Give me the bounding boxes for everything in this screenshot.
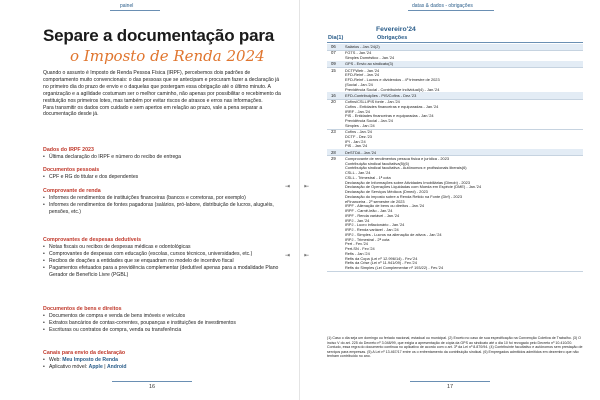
row-day: 06 [331,44,336,49]
row-obligation: DeSTDA - Jan.'24 [345,149,377,155]
section-list-personal-docs [43,174,281,181]
row-obligation: EFD-Reinf - Lucros e dividendos - 4º trimestre de 2023 [345,77,440,83]
list-item: • Escrituras ou contratos de compra, venda ou transferência [43,327,281,334]
row-obligation: Cofins - Jan.'24 [345,129,372,135]
row-obligation: IPI - Jan.'24 [345,138,366,144]
row-obligation: eFinanceira - 2º semestre de 2023 [345,198,405,204]
row-obligation: Refis do Simples (Lei Complementar nº 193/22) - Fev.'24 [345,265,444,271]
list-item: • Última declaração do IRPF e número do recibo de entrega [43,154,281,161]
row-obligation: Simples - Jan.'24 [345,122,375,128]
row-obligation: IRRF - Jan.'24 [345,108,370,114]
exit-door-icon[interactable]: ⇥ [284,184,291,190]
list-item: • Informes de rendimentos de instituições financeiras (bancos e corretoras, por exemplo) [43,195,281,202]
row-obligation: IRPF - Alienação de bens ou direitos - Jan.'24 [345,203,425,209]
app-label: Aplicativo móvel: [49,364,88,370]
exit-door-icon[interactable]: ⇥ [284,253,291,259]
intro-paragraph-2: Para transmitir os dados com cuidado e sem apertos em relação ao prazo, vale a pena separar a documentação desde já. [43,104,263,118]
row-obligation: Declaração de Serviços Médicos (Dmed) - 2023 [345,189,428,195]
right-header-rule [408,10,494,11]
row-obligation: Pert-SN - Fev.'24 [345,246,375,252]
intro-paragraph-1: Quando o assunto é Imposto de Renda Pessoa Física (IRPF), percebemos dois padrões de comportamento muito convencionais: o das pessoas que se antecipam e procuram fazer a declaração já no primeiro dia do prazo de envio e o daquelas que postergam essa obrigação até o último minuto. A organização e a agilidade costumam ser o melhor caminho, não apenas por possibilitar o recebimento da restituição nos primeiros lotes, mas também por evitar riscos de atrasos e erros nas informações. [43,70,281,104]
row-obligation: Salários - Jan.'24(2) [345,44,380,50]
row-obligation: DCTF - Dez.'23 [345,133,372,139]
list-item: • Extratos bancários de contas-correntes, poupanças e instituições de investimentos [43,320,281,327]
web-label: Web: [49,357,61,363]
page-number: 17 [446,384,454,390]
row-obligation: EFD-Contribuições - PIS/Cofins - Dez.'23 [345,92,417,98]
row-obligation: Simples Doméstico - Jan.'24 [345,55,395,61]
section-heading-personal-docs: Documentos pessoais [43,167,100,173]
row-obligation: IRPJ - Renda variável - Jan.'24 [345,227,399,233]
row-obligation: (Social - Jan.'24 [345,81,373,87]
section-heading-irpf: Dados do IRPF 2023 [43,147,94,153]
list-item: • Notas fiscais ou recibos de despesas médicas e odontológicas [43,244,281,251]
row-obligation: Refis da Crise (Lei nº 11.941/09) - Fev.'24 [345,260,417,266]
list-item-app [43,364,281,371]
table-row [327,67,583,92]
page-title: Separe a documentação para [43,26,275,45]
list-item: • Comprovantes de despesas com educação (escolas, cursos técnicos, universidades, etc.) [43,251,281,258]
list-item: • Informes de rendimentos de fontes pagadoras (salários, pró-labore, distribuição de lucros, aluguéis, pensões, etc.) [43,202,281,216]
column-header-day: Dia(1) [328,35,344,41]
section-heading-income: Comprovante de renda [43,188,101,194]
row-obligation: CSLL - Jan.'24 [345,170,371,176]
web-link[interactable]: Meu Imposto de Renda [62,357,118,363]
intro-text [43,70,283,118]
row-day: 20 [331,99,336,104]
row-obligation: Cofins - Entidades financeiras e equiparadas - Jan.'24 [345,103,439,109]
left-header-tab: painel [120,3,134,9]
row-obligation: IRPJ - Trimestral - 2ª cota [345,236,390,242]
row-obligation: Previdência Social - Contribuinte individual(4) - Jan.'24 [345,86,440,92]
row-obligation: Refis - Jan.'24 [345,250,370,256]
page-subtitle: o Imposto de Renda 2024 [70,47,265,65]
table-row [327,129,583,150]
list-item: • Pagamentos efetuados para a previdência complementar (dedutível apenas para a modalidade Plano Gerador de Benefício Livre (PGBL) [43,265,281,279]
android-link[interactable]: Android [106,364,127,370]
section-heading-channels: Canais para envio da declaração [43,350,126,356]
page-number: 16 [148,384,156,390]
row-day: 29 [331,155,336,161]
section-heading-deductible: Comprovantes de despesas dedutíveis [43,237,142,243]
section-heading-assets: Documentos de bens e direitos [43,306,122,312]
row-obligation: IRPJ - Jan.'24 [345,217,370,223]
row-day: 09 [331,61,336,67]
row-obligation: Previdência Social - Jan.'24 [345,118,393,124]
column-header-obligations: Obrigações [377,35,408,41]
row-obligation: PIS - Entidades financeiras e equiparadas - Jan.'24 [345,113,434,119]
row-day: 15 [331,67,336,73]
app-separator: | [104,364,106,370]
row-obligation: EFD-Reinf - Jan.'24 [345,72,380,78]
section-list-assets [43,313,281,334]
row-obligation: GPS - Envio ao sindicato(3) [345,61,394,67]
table-row [327,155,583,271]
row-obligation: Pert - Fev.'24 [345,241,368,247]
row-obligation: IRPF - Renda variável - Jan.'24 [345,212,400,218]
row-day: 07 [331,50,336,56]
row-obligation: Declaração do imposto sobre a Renda Retido na Fonte (Dirf) - 2023 [345,193,462,199]
right-header-tab: datas & dados - obrigações [412,3,473,9]
row-obligation: IRPJ - Simples - Lucros na alienação de ativos - Jan.'24 [345,231,442,237]
left-footer-rule [112,381,192,382]
row-obligation: PIS - Jan.'24 [345,143,368,149]
list-item: • CPF e RG do titular e dos dependentes [43,174,281,181]
row-obligation: Contribuição sindical facultativa(5)(6) [345,160,410,166]
row-day: 23 [331,129,336,134]
footnote: (1) Caso o dia seja um domingo ou feriado nacional, estadual ou municipal. (2) Exceto no caso de sua especificação na Convenção Coletiva de Trabalho. (3) O inciso V do art. 225 do Decreto nº 3.048/99, que exigia a apresentação de cópia da GPS ao sindicato até o dia 10 foi revogado pelo Decreto nº 10.410/20. Contudo, essa regra do documento continua no aplicativo de acordo com o art. 3º da Lei nº 8.870/94. (4) Contribuinte facultativo e autônomos sem prestação de serviços para empresas. (5) A Lei nº 13.467/17 entre os o enfrentamento da contribuição sindical. (6) Empregados admitidos admitidos em dezembro que não tenham contribuído no ano. [327,336,583,358]
row-obligation: Declaração de Operações Liquidadas com Moeda em Espécie (DME) - Jan.'24 [345,184,482,190]
row-day: 16 [331,92,336,98]
section-list-income [43,195,281,216]
row-separator [327,271,583,272]
section-list-irpf [43,154,281,161]
apple-link[interactable]: Apple [88,364,103,370]
left-header-rule [110,10,160,11]
row-obligation: IRPF - Carnê-leão - Jan.'24 [345,208,393,214]
section-list-deductible [43,244,281,279]
row-obligation: Declaração de Informações sobre Atividades Imobiliárias (Dimob) - 2023 [345,179,470,185]
list-item: • Recibos de doações a entidades que se enquadram no modelo de incentivo fiscal [43,258,281,265]
list-item-web [43,357,281,364]
row-obligation: FGTS - Jan.'24 [345,50,372,56]
row-obligation: Comprovante de rendimentos pessoa física e jurídica - 2023 [345,155,450,161]
row-day: 28 [331,149,336,155]
row-obligation: CSLL - Trimestral - 1ª cota [345,174,391,180]
table-row [327,50,583,61]
table-row [327,99,583,129]
exit-door-icon[interactable]: ⇤ [303,184,310,190]
row-obligation: IRPJ - Lucro inflacionário - Jan.'24 [345,222,405,228]
row-obligation: Contribuição sindical facultativa - Autônomos e profissionais liberais(6) [345,165,467,171]
section-list-channels [43,357,281,371]
month-title: Fevereiro'24 [376,26,416,33]
row-obligation: DCTFWeb - Jan.'24 [345,67,380,73]
list-item: • Documentos de compra e venda de bens imóveis e veículos [43,313,281,320]
row-obligation: Refis da Copa (Lei nº 12.996/14) - Fev.'24 [345,255,418,261]
right-footer-rule [410,381,490,382]
row-obligation: Cofins/CSLL/PIS fonte - Jan.'24 [345,99,400,105]
exit-door-icon[interactable]: ⇤ [303,253,310,259]
